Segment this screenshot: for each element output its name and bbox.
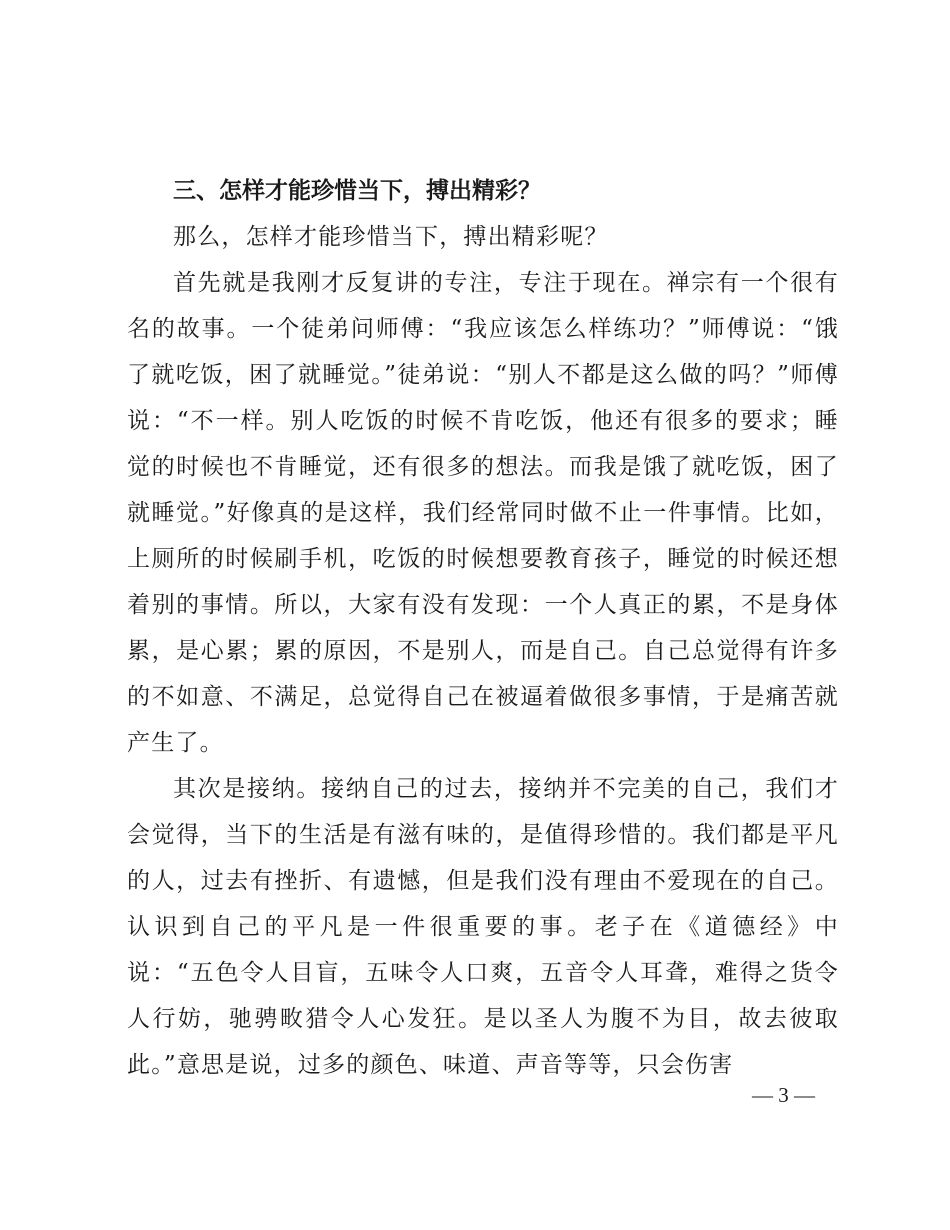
section-heading: 三、怎样才能珍惜当下，搏出精彩？	[173, 178, 541, 204]
paragraph: 首先就是我刚才反复讲的专注，专注于现在。禅宗有一个很有名的故事。一个徒弟问师傅：“我应该怎么样练功？”师傅说：“饿了就吃饭，困了就睡觉。”徒弟说：“别人不都是这么做的吗？”师傅说：“不一样。别人吃饭的时候不肯吃饭，他还有很多的要求；睡觉的时候也不肯睡觉，还有很多的想法。而我是饿了就吃饭，困了就睡觉。”好像真的是这样，我们经常同时做不止一件事情。比如，上厕所的时候刷手机，吃饭的时候想要教育孩子，睡觉的时候还想着别的事情。所以，大家有没有发现：一个人真正的累，不是身体累，是心累；累的原因，不是别人，而是自己。自己总觉得有许多的不如意、不满足，总觉得自己在被逼着做很多事情，于是痛苦就产生了。	[127, 270, 839, 756]
page-number: — 3 —	[752, 1083, 815, 1107]
paragraph: 其次是接纳。接纳自己的过去，接纳并不完美的自己，我们才会觉得，当下的生活是有滋有味的，是值得珍惜的。我们都是平凡的人，过去有挫折、有遗憾，但是我们没有理由不爱现在的自己。认识到自己的平凡是一件很重要的事。老子在《道德经》中说：“五色令人目盲，五味令人口爽，五音令人耳聋，难得之货令人行妨，驰骋畋猎令人心发狂。是以圣人为腹不为目，故去彼取此。”意思是说，过多的颜色、味道、声音等等，只会伤害	[127, 776, 839, 1078]
page-body	[127, 168, 839, 1088]
paragraph: 那么，怎样才能珍惜当下，搏出精彩呢？	[173, 224, 609, 250]
